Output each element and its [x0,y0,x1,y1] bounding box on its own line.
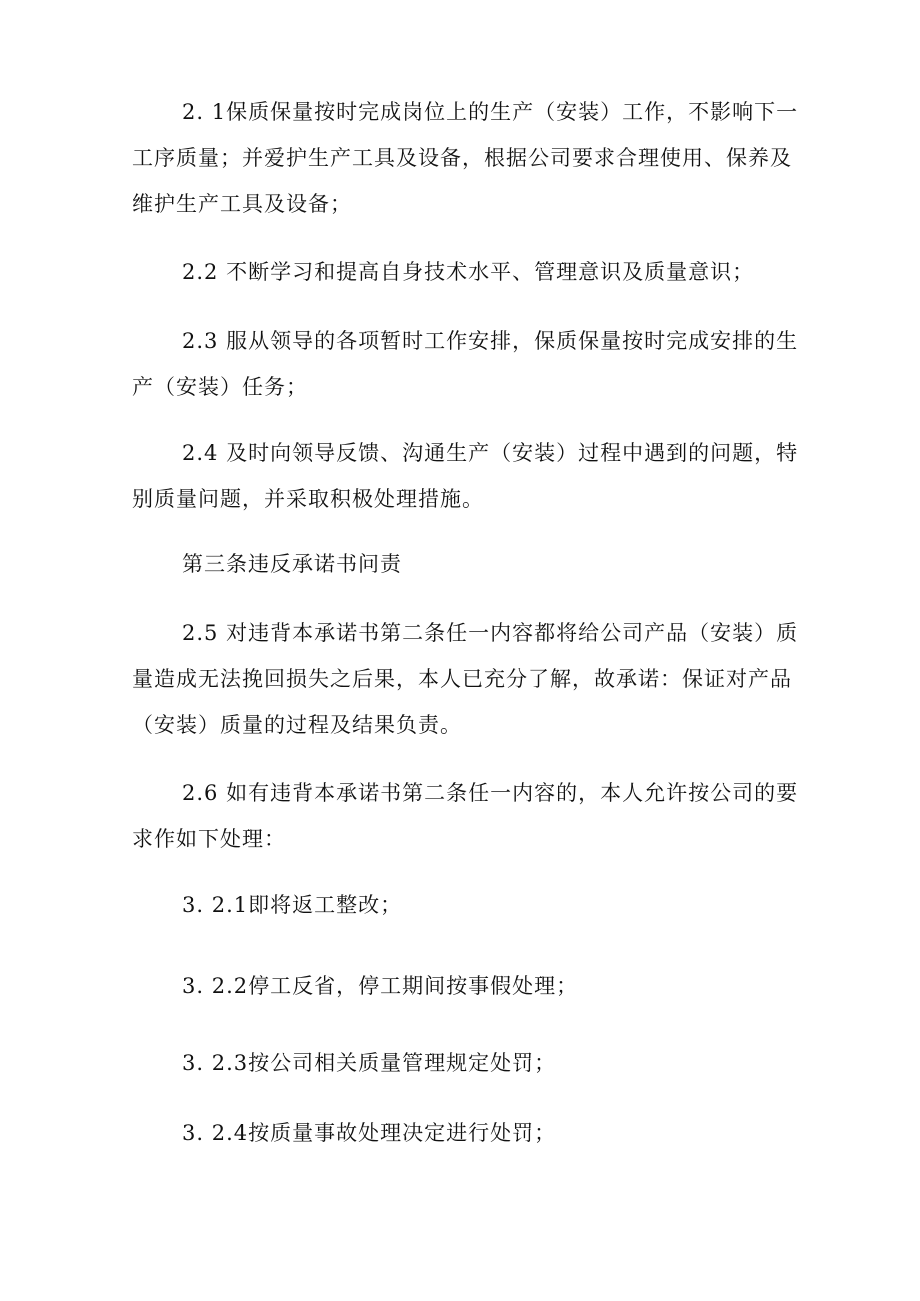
paragraph-3-2-3 [132,1040,792,1086]
text-line: 量造成无法挽回损失之后果，本人已充分了解，故承诺：保证对产品 [132,667,792,691]
text-line: 3. 2.4按质量事故处理决定进行处罚； [182,1121,557,1145]
text-line: 别质量问题，并采取积极处理措施。 [132,487,484,511]
paragraph-2-3 [132,318,799,410]
text-line: 2.4 及时向领导反馈、沟通生产（安装）过程中遇到的问题，特 [182,441,799,465]
paragraph-2-2 [132,249,792,295]
text-line: 产（安装）任务； [132,375,308,399]
paragraph-2-1 [132,89,799,227]
paragraph-3-2-2 [132,963,792,1009]
text-line: 2.2 不断学习和提高自身技术水平、管理意识及质量意识； [182,260,755,284]
text-line: 2.6 如有违背本承诺书第二条任一内容的，本人允许按公司的要 [182,781,799,805]
paragraph-2-4 [132,430,799,522]
text-line: 工序质量；并爱护生产工具及设备，根据公司要求合理使用、保养及 [132,146,792,170]
text-line: 3. 2.2停工反省，停工期间按事假处理； [182,974,579,998]
text-line: （安装）质量的过程及结果负责。 [132,713,462,737]
text-line: 3. 2.1即将返工整改； [182,893,403,917]
text-line: 第三条违反承诺书问责 [182,552,402,576]
text-line: 2. 1保质保量按时完成岗位上的生产（安装）工作，不影响下一 [182,100,799,124]
paragraph-3-2-4 [132,1110,792,1156]
text-line: 3. 2.3按公司相关质量管理规定处罚； [182,1051,557,1075]
text-line: 2.3 服从领导的各项暂时工作安排，保质保量按时完成安排的生 [182,329,799,353]
section-heading [132,541,792,587]
paragraph-2-5 [132,610,799,748]
text-line: 求作如下处理： [132,827,286,851]
text-line: 维护生产工具及设备； [132,192,352,216]
paragraph-3-2-1 [132,882,792,928]
text-line: 2.5 对违背本承诺书第二条任一内容都将给公司产品（安装）质 [182,621,799,645]
paragraph-2-6 [132,770,799,862]
